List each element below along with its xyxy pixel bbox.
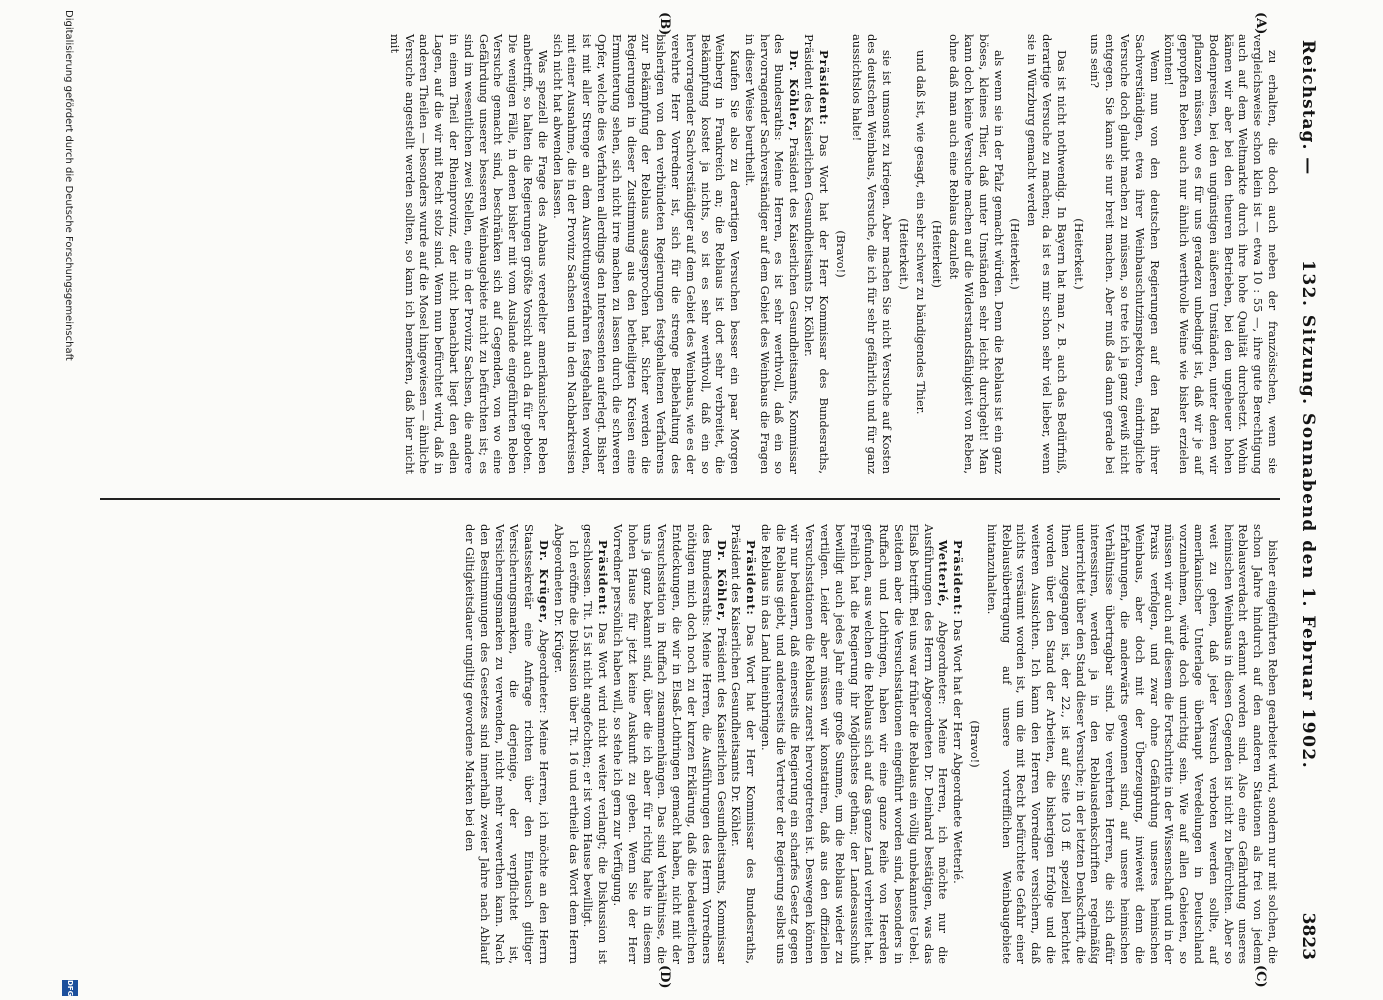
speaker-name: Präsident:	[744, 540, 759, 616]
margin-letter-a: (A)	[1253, 12, 1268, 35]
digitization-credit	[54, 0, 78, 1000]
paragraph: Ich eröffne die Diskussion über Tit. 16 und ertheile das Wort dem Herrn Abgeordneten Dr. Krüger.	[551, 524, 581, 964]
header-left: Reichstag. —	[1298, 40, 1318, 176]
speech-text: Das Wort wird nicht weiter verlangt; die Diskussion ist geschlossen. Tit. 15 ist nicht angefochten; er ist vom Hause bewilligt.	[581, 524, 611, 965]
left-column	[387, 34, 1280, 474]
page-number: 3823	[1298, 912, 1318, 960]
paragraph: Wenn nun von den deutschen Regierungen auf den Rath ihrer Sachverständigen, etwa ihrer Weinbauschutzinspektoren, eindringliche Versuche doch glaubt machen zu müssen, so trete ich ja ganz gewiß nicht entgegen. Sie kann sie nur breit machen. Aber muß das dann gerade bei uns sein?	[1088, 34, 1162, 474]
speaker-paragraph	[950, 524, 965, 964]
paragraph: und daß ist, wie gesagt, ein sehr schwer zu bändigendes Thier.	[913, 50, 928, 415]
page-header	[1286, 40, 1326, 960]
speaker-paragraph	[729, 524, 759, 964]
right-column	[462, 524, 1280, 964]
margin-letter-b: (B)	[657, 12, 672, 36]
column-divider	[100, 498, 1280, 500]
speech-text: Abgeordneter: Meine Herren, ich möchte nur die Ausführungen des Herrn Abgeordneten Dr. Deinhard bestätigen, was das Elsaß betrifft. Bei uns war früher die Reblaus ein völlig unbekanntes Uebel. Seitdem aber die Versuchsstationen eingeführt worden sind, besonders in Ruffach und Lothringen, haben wir eine ganze Reihe von Heerden gefunden, aus welchen die Reblaus sich auf das ganze Land verbreitet hat. Freilich hat die Regierung ihr Möglichstes gethan; der Landesausschuß bewilligt auch jedes Jahr eine große Summe, um die Reblaus wieder zu vertilgen. Leider aber müssen wir konstatiren, daß aus den offiziellen Versuchsstationen die Reblaus zuerst hervorgetreten ist. Deswegen können wir nur bedauern, daß einerseits die Regierung ein scharfes Gesetz gegen die Reblaus giebt, und andererseits die Vertreter der Regierung selbst uns die Reblaus in das Land hineinbringen.	[758, 524, 951, 965]
speech-text: Das Wort hat der Herr Kommissar des Bundesraths, Präsident des Kaiserlichen Gesundheitsamts Dr. Köhler.	[802, 34, 831, 474]
speaker-name: Dr. Köhler,	[714, 540, 729, 622]
speaker-paragraph	[758, 524, 950, 964]
speaker-name: Präsident:	[816, 50, 831, 126]
speech-text: Präsident des Kaiserlichen Gesundheitsamts, Kommissar des Bundesraths: Meine Herren, es ist sehr werthvoll, daß ein so hervorragender Sachverständiger auf dem Gebiet des Weinbaus die Fragen in dieser Weise beurtheilt.	[742, 34, 802, 474]
speech-text: Präsident des Kaiserlichen Gesundheitsamts, Kommissar des Bundesraths: Meine Herren, die Ausführungen des Herrn Vorredners nöthigen mich doch noch zu der kurzen Erklärung, daß die bedauerlichen Entdeckungen, die wir in Elsaß-Lothringen gemacht haben, nicht mit der Versuchsstation in Ruffach zusammenhängen. Das sind Verhältnisse, die uns ja ganz bekannt sind, über die ich aber für richtig halte in diesem hohen Hause für jetzt keine Auskunft zu geben. Wenn Sie der Herr Vorredner persönlich haben will, so stehe ich gern zur Verfügung.	[610, 524, 729, 964]
interjection: (Heiterkeit)	[930, 220, 945, 288]
paragraph: bisher eingeführten Reben gearbeitet wird, sondern nur mit solchen, die schon Jahre hindurch auf den anderen Stationen als frei von jedem Reblausverdacht erkannt worden sind. Also eine Gefährdung unseres heimischen Weinbaus in diesen Gegenden ist nicht zu befürchten. Aber so weit zu gehen, daß jeder Versuch verboten werden sollte, auf amerikanischer Unterlage überhaupt Veredelungen in Deutschland vorzunehmen, würde doch unrichtig sein. Wie auf allen Gebieten, so müssen wir auch auf diesem die Fortschritte in der Wissenschaft und in der Praxis verfolgen, und zwar ohne Gefährdung unseres heimischen Weinbaus, aber doch mit der Überzeugung, inwieweit denn die Erfahrungen, die anderwärts gewonnen sind, auf unsere heimischen Verhältnisse übertragbar sind. Die verehrten Herren, die sich dafür interessiren, werden ja in den Reblausdenkschriften regelmäßig unterrichtet über den Stand dieser Versuche; in der letzten Denkschrift, die Ihnen zugegangen ist, der 22., ist auf Seite 103 ff. speziell berichtet worden über den Stand der Arbeiten, die bisherigen Erfolge und die weiteren Aussichten. Ich kann den Herren Vorredner versichern, daß nichts versäumt worden ist, um die mit Recht befürchtete Gefahr einer Reblausübertragung auf unsere vortrefflichen Weinbaugebiete hintanzuhalten.	[984, 524, 1280, 964]
speaker-name: Präsident:	[596, 540, 611, 616]
speaker-paragraph	[581, 524, 611, 964]
interjection: (Bravo!)	[833, 230, 848, 278]
speaker-paragraph	[462, 524, 551, 964]
rotated-page-content	[40, 0, 1340, 1000]
margin-letter-c: (C)	[1253, 965, 1268, 988]
speaker-name: Dr. Krüger,	[536, 540, 551, 625]
header-center: 132. Sitzung. Sonnabend den 1. Februar 1902.	[1298, 260, 1318, 770]
speech-text: Abgeordneter: Meine Herren, ich möchte an den Herrn Staatssekretär eine Anfrage richten über den Eintausch giltiger Versicherungsmarken, die derjenige, der verpflichtet ist, Versicherungsmarken zu verwenden, nicht mehr verwerthen kann. Nach den Bestimmungen des Gesetzes sind innerhalb zweier Jahre nach Ablauf der Giltigkeitsdauer ungiltig gewordene Marken bei den	[462, 524, 551, 965]
credit-text: Digitalisierung gefördert durch die Deutsche Forschungsgemeinschaft	[63, 10, 74, 361]
speaker-name: Präsident:	[951, 540, 966, 616]
speaker-paragraph	[610, 524, 728, 964]
speaker-paragraph	[801, 34, 831, 474]
speech-text: Das Wort hat der Herr Kommissar des Bundesraths, Präsident des Kaiserlichen Gesundheitsamts Dr. Köhler.	[729, 524, 759, 964]
speech-text: Das Wort hat der Herr Abgeordnete Wetterlé.	[951, 619, 966, 884]
interjection: (Heiterkeit.)	[896, 218, 911, 290]
speaker-name: Dr. Köhler,	[787, 50, 802, 132]
paragraph: als wenn sie in der Pfalz gemacht würden. Denn die Reblaus ist ein ganz böses, kleines Thier, daß unter Umständen sehr leicht durchgeht! Man kann doch keine Versuche machen auf die Widerstandsfähigkeit von Reben, ohne daß man auch eine Reblaus dazuleßt	[947, 34, 1006, 474]
margin-letter-d: (D)	[657, 965, 672, 989]
interjection: (Bravo!)	[968, 720, 983, 768]
interjection: (Heiterkeit.)	[1071, 218, 1086, 290]
paragraph: Was speziell die Frage des Anbaus veredelter amerikanischer Reben anbetrifft, so halten die Regierungen größte Vorsicht auch da für geboten. Die wenigen Fälle, in denen bisher mit vom Auslande eingeführten Reben Versuche gemacht sind, beschränken sich auf Gegenden, von wo eine Gefährdung unserer besseren Weinbaugebiete nicht zu befürchten ist; es sind im wesentlichen zwei Stellen, eine in der Provinz Sachsen, die andere in einem Theil der Rheinprovinz, der nicht benachbart liegt den edlen Lagen, auf die wir mit Recht stolz sind. Wenn nun befürchtet wird, daß in anderen Theilen — besonders wurde auf die Mosel hingewiesen — ähnliche Versuche angestellt werden sollten, so kann ich bemerken, daß hier nicht mit	[387, 34, 550, 474]
dfg-logo: DFG	[62, 980, 78, 996]
speaker-name: Wetterlé,	[936, 540, 951, 608]
paragraph: sie ist umsonst zu kriegen. Aber machen Sie nicht Versuche auf Kosten des deutschen Weinbaus, Versuche, die ich für sehr gefährlich und für ganz aussichtslos halte!	[850, 34, 895, 474]
interjection: (Heiterkeit.)	[1008, 218, 1023, 290]
speaker-paragraph	[742, 34, 801, 474]
paragraph: Kaufen Sie also zu derartigen Versuchen besser ein paar Morgen Weinberg in Frankreich an; die Reblaus ist dort sehr verbreitet, die Bekämpfung kostet ja nichts, so ist es sehr werthvoll, daß ein so hervorragender Sachverständiger auf dem Gebiet des Weinbaus, wie es der verehrte Herr Vorredner ist, sich für die strenge Beibehaltung des bisherigen von den verbündeten Regierungen festgehaltenen Verfahrens zur Bekämpfung der Reblaus ausgesprochen hat. Sicher werden die Regierungen in dieser Zustimmung aus den betheiligten Kreisen eine Ermunterung sehen, sich nicht irre machen zu lassen durch die schweren Opfer, welche dies Verfahren allerdings den Interessenten auferlegt. Bisher ist mit aller Strenge an dem Ausrottungsverfahren festgehalten worden, mit einer Ausnahme, die in der Provinz Sachsen und in den Nachbarkreisen sich nicht hat abwenden lassen.	[550, 34, 743, 474]
paragraph: Das ist nicht nothwendig. In Bayern hat man z. B. auch das Bedürfniß, derartige Versuche zu machen; da ist es mir schon sehr viel lieber, wenn sie in Würzburg gemacht werden	[1025, 34, 1069, 474]
paragraph: zu erhalten, die doch auch neben der französischen, wenn sie vergleichsweise schon klein ist — etwa 10 : 55 —, ihre gute Berechtigung auch auf dem Weltmarkte durch ihre hohe Qualität durchsetzt. Wohin kämen wir aber bei den theuren Betrieben, bei den ungeheuer hohen Bodenpreisen, bei den ungünstigen äußeren Umständen, unter denen wir pflanzen müssen, wo es für uns geradezu unbedingt ist, daß wir je auf gepropften Reben auch nur ähnlich werthvolle Weine wie bisher erzielen könnten!	[1162, 34, 1280, 474]
